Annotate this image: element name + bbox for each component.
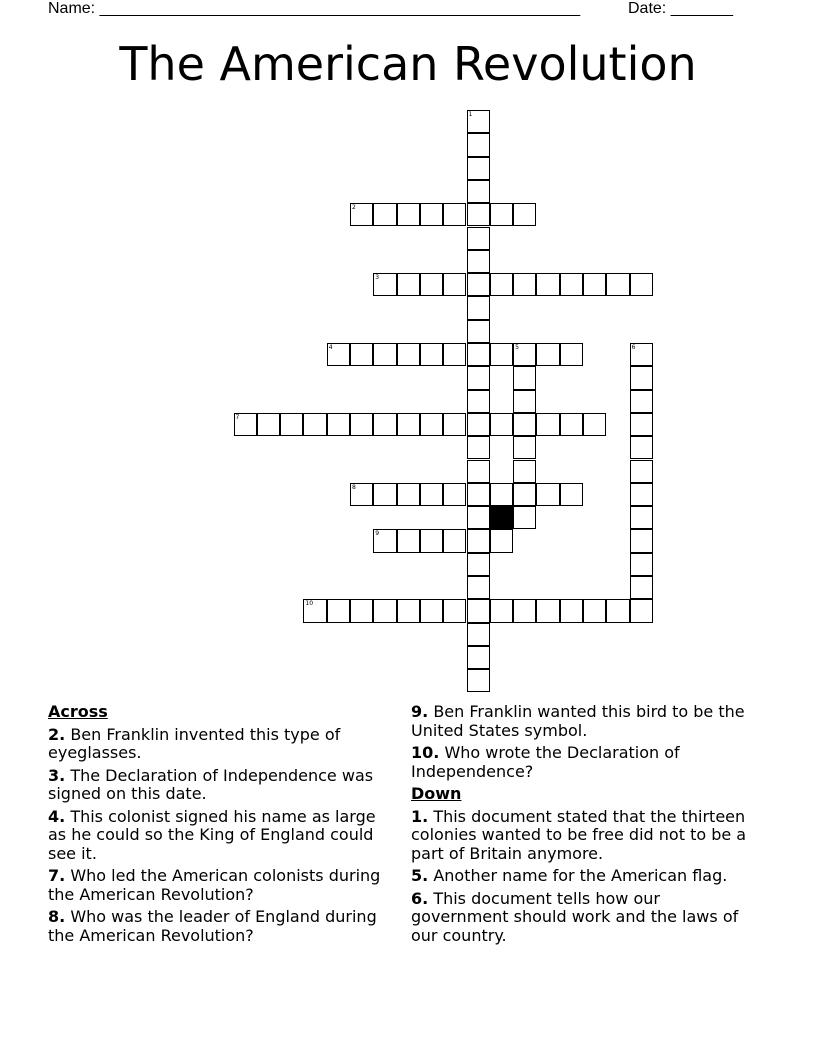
black-square	[490, 506, 513, 529]
crossword-cell[interactable]	[630, 576, 653, 599]
clue-number: 1	[468, 111, 473, 118]
crossword-cell[interactable]	[583, 273, 606, 296]
clue-item	[48, 867, 393, 904]
clue-text: Who was the leader of England during the American Revolution?	[48, 907, 377, 945]
crossword-cell[interactable]	[583, 599, 606, 622]
crossword-cell[interactable]	[467, 157, 490, 180]
crossword-cell[interactable]	[630, 599, 653, 622]
crossword-cell[interactable]	[513, 483, 536, 506]
clue-number: 2.	[48, 724, 66, 744]
crossword-cell[interactable]	[350, 203, 373, 226]
crossword-cell[interactable]	[513, 599, 536, 622]
clue-item	[411, 867, 761, 886]
crossword-cell[interactable]	[373, 203, 396, 226]
clue-number: 8	[352, 483, 356, 491]
crossword-cell[interactable]	[467, 320, 490, 343]
crossword-cell[interactable]	[443, 599, 466, 622]
clues-column-right	[411, 703, 761, 949]
crossword-cell[interactable]	[630, 460, 653, 483]
crossword-cell[interactable]	[420, 529, 443, 552]
crossword-cell[interactable]	[467, 273, 490, 296]
crossword-cell[interactable]	[397, 343, 420, 366]
clue-text: This document tells how our government should work and the laws of our country.	[411, 888, 739, 945]
clue-number: 6.	[411, 888, 429, 908]
clue-text: This colonist signed his name as large as he could so the King of England could see it.	[48, 806, 376, 863]
crossword-cell[interactable]	[397, 483, 420, 506]
crossword-cell[interactable]	[467, 343, 490, 366]
clue-item	[48, 808, 393, 864]
crossword-cell[interactable]	[397, 599, 420, 622]
crossword-cell[interactable]	[327, 343, 350, 366]
crossword-cell[interactable]	[630, 413, 653, 436]
crossword-cell[interactable]	[630, 390, 653, 413]
clue-number: 9.	[411, 702, 429, 721]
crossword-cell[interactable]	[536, 599, 559, 622]
crossword-cell[interactable]	[513, 460, 536, 483]
crossword-cell[interactable]	[630, 529, 653, 552]
clue-number: 9	[375, 530, 380, 538]
clue-text: Another name for the American flag.	[433, 866, 728, 885]
crossword-cell[interactable]	[280, 413, 303, 436]
crossword-cell[interactable]	[467, 646, 490, 669]
crossword-cell[interactable]	[467, 669, 490, 692]
crossword-cell[interactable]	[443, 203, 466, 226]
clue-number: 3	[375, 274, 380, 282]
down-heading: Down	[411, 784, 462, 803]
crossword-cell[interactable]	[467, 296, 490, 319]
crossword-cell[interactable]	[350, 483, 373, 506]
crossword-cell[interactable]	[443, 273, 466, 296]
crossword-cell[interactable]	[467, 599, 490, 622]
crossword-cell[interactable]	[513, 390, 536, 413]
crossword-cell[interactable]	[536, 483, 559, 506]
crossword-cell[interactable]	[490, 529, 513, 552]
crossword-cell[interactable]	[606, 273, 629, 296]
clue-number: 2	[352, 204, 356, 212]
crossword-cell[interactable]	[630, 483, 653, 506]
crossword-cell[interactable]	[303, 599, 326, 622]
crossword-cell[interactable]	[490, 483, 513, 506]
crossword-cell[interactable]	[350, 343, 373, 366]
clue-text: Ben Franklin wanted this bird to be the United States symbol.	[411, 702, 745, 740]
crossword-cell[interactable]	[467, 553, 490, 576]
crossword-cell[interactable]	[630, 553, 653, 576]
crossword-cell[interactable]	[420, 203, 443, 226]
crossword-cell[interactable]	[467, 390, 490, 413]
crossword-cell[interactable]	[373, 413, 396, 436]
crossword-cell[interactable]	[467, 483, 490, 506]
clues-column-left	[48, 703, 393, 949]
clue-text: Who led the American colonists during the American Revolution?	[48, 866, 381, 904]
clue-number: 7	[235, 413, 240, 421]
crossword-cell[interactable]	[490, 343, 513, 366]
crossword-cell[interactable]	[443, 483, 466, 506]
crossword-cell[interactable]	[420, 483, 443, 506]
crossword-cell[interactable]	[467, 250, 490, 273]
crossword-cell[interactable]	[420, 343, 443, 366]
crossword-cell[interactable]	[513, 413, 536, 436]
crossword-cell[interactable]	[490, 599, 513, 622]
crossword-cell[interactable]	[373, 483, 396, 506]
crossword-cell[interactable]	[467, 413, 490, 436]
crossword-cell[interactable]	[630, 366, 653, 389]
clue-number: 4.	[48, 806, 66, 826]
crossword-cell[interactable]	[420, 273, 443, 296]
clue-number: 5	[515, 344, 519, 351]
crossword-cell[interactable]	[467, 180, 490, 203]
crossword-cell[interactable]	[443, 529, 466, 552]
crossword-cell[interactable]	[490, 203, 513, 226]
crossword-cell[interactable]	[373, 599, 396, 622]
clue-text: Who wrote the Declaration of Independence?	[411, 743, 680, 781]
crossword-cell[interactable]	[583, 413, 606, 436]
crossword-cell[interactable]	[397, 529, 420, 552]
crossword-cell[interactable]	[350, 413, 373, 436]
crossword-cell[interactable]	[513, 203, 536, 226]
crossword-cell[interactable]	[234, 413, 257, 436]
date-field[interactable]: Date: _______	[628, 0, 733, 17]
crossword-cell[interactable]	[630, 273, 653, 296]
crossword-cell[interactable]	[443, 343, 466, 366]
crossword-cell[interactable]	[490, 413, 513, 436]
crossword-cell[interactable]	[513, 366, 536, 389]
clue-number: 6	[631, 344, 636, 351]
crossword-cell[interactable]	[350, 599, 373, 622]
crossword-cell[interactable]	[420, 599, 443, 622]
crossword-cell[interactable]	[443, 413, 466, 436]
crossword-cell[interactable]	[513, 436, 536, 459]
crossword-cell[interactable]	[327, 599, 350, 622]
crossword-cell[interactable]	[513, 506, 536, 529]
crossword-cell[interactable]	[467, 366, 490, 389]
crossword-cell[interactable]	[467, 227, 490, 250]
crossword-cell[interactable]	[560, 273, 583, 296]
crossword-cell[interactable]	[373, 529, 396, 552]
crossword-cell[interactable]	[560, 599, 583, 622]
crossword-cell[interactable]	[536, 413, 559, 436]
crossword-cell[interactable]	[513, 343, 536, 366]
clue-number: 7.	[48, 866, 66, 885]
crossword-cell[interactable]	[536, 273, 559, 296]
crossword-cell[interactable]	[560, 413, 583, 436]
crossword-cell[interactable]	[630, 343, 653, 366]
crossword-cell[interactable]	[630, 506, 653, 529]
clue-text: Ben Franklin invented this type of eyeglasses.	[48, 724, 341, 762]
crossword-cell[interactable]	[373, 273, 396, 296]
clue-item	[48, 908, 393, 945]
crossword-cell[interactable]	[397, 273, 420, 296]
crossword-cell[interactable]	[467, 436, 490, 459]
clue-text: The Declaration of Independence was signed on this date.	[48, 765, 374, 803]
page-title: The American Revolution	[119, 37, 697, 91]
clue-item	[411, 703, 761, 740]
clue-item	[411, 744, 761, 781]
crossword-cell[interactable]	[373, 343, 396, 366]
crossword-cell[interactable]	[560, 343, 583, 366]
crossword-cell[interactable]	[420, 413, 443, 436]
crossword-cell[interactable]	[397, 413, 420, 436]
crossword-cell[interactable]	[467, 623, 490, 646]
clue-number: 10	[305, 600, 314, 608]
clue-number: 4	[328, 344, 333, 351]
crossword-cell[interactable]	[303, 413, 326, 436]
clue-text: This document stated that the thirteen colonies wanted to be free did not to be a part of Britain anymore.	[411, 806, 747, 863]
clue-number: 1.	[411, 806, 429, 826]
crossword-cell[interactable]	[630, 436, 653, 459]
crossword-cell[interactable]	[467, 576, 490, 599]
crossword-cell[interactable]	[536, 343, 559, 366]
crossword-cell[interactable]	[490, 273, 513, 296]
crossword-cell[interactable]	[606, 599, 629, 622]
crossword-cell[interactable]	[513, 273, 536, 296]
clue-number: 10.	[411, 743, 440, 762]
clue-item	[48, 767, 393, 804]
crossword-cell[interactable]	[467, 506, 490, 529]
crossword-cell[interactable]	[467, 110, 490, 133]
crossword-cell[interactable]	[560, 483, 583, 506]
crossword-cell[interactable]	[467, 203, 490, 226]
crossword-cell[interactable]	[257, 413, 280, 436]
clue-number: 5.	[411, 866, 429, 885]
clue-number: 3.	[48, 765, 66, 785]
crossword-cell[interactable]	[327, 413, 350, 436]
crossword-cell[interactable]	[467, 529, 490, 552]
crossword-cell[interactable]	[467, 133, 490, 156]
clue-item	[411, 890, 761, 946]
name-field[interactable]: Name: ______________________________________________________	[48, 0, 581, 17]
clue-item	[48, 726, 393, 763]
clue-number: 8.	[48, 907, 66, 926]
crossword-cell[interactable]	[397, 203, 420, 226]
crossword-cell[interactable]	[467, 460, 490, 483]
across-heading: Across	[48, 702, 108, 721]
clue-item	[411, 808, 761, 864]
